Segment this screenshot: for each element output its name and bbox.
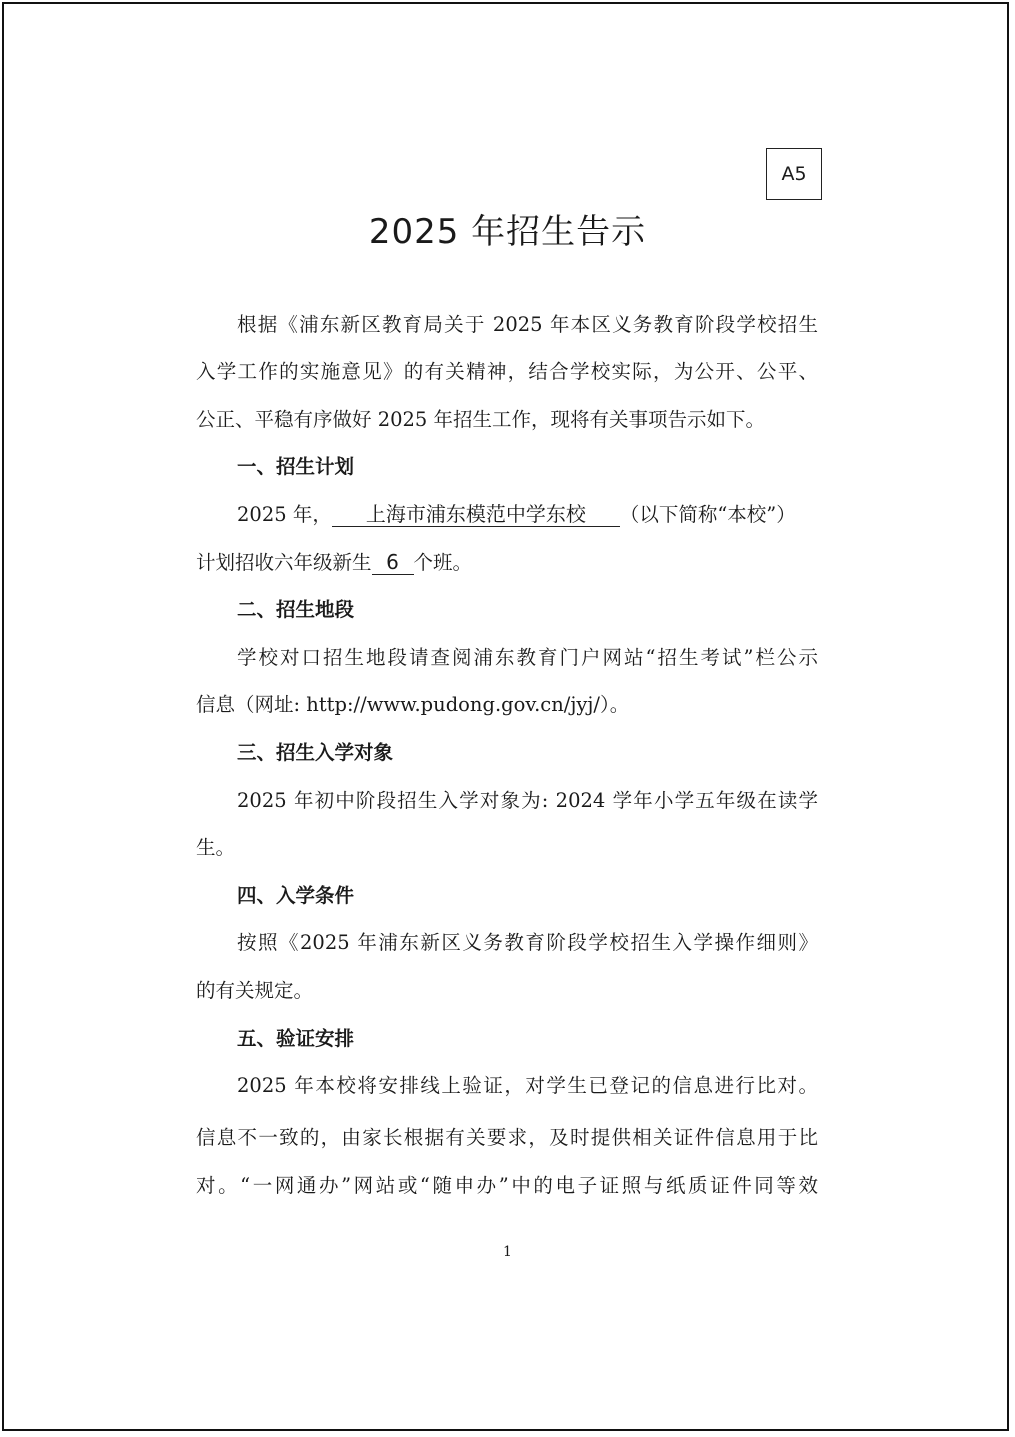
section-5-line-1: 2025 年本校将安排线上验证，对学生已登记的信息进行比对。 bbox=[237, 1074, 818, 1097]
intro-line-2: 入学工作的实施意见》的有关精神，结合学校实际，为公开、公平、 bbox=[196, 360, 818, 383]
section-5-line-2: 信息不一致的，由家长根据有关要求，及时提供相关证件信息用于比 bbox=[196, 1126, 818, 1149]
plan-suffix: 个班。 bbox=[413, 551, 473, 574]
section-3-line-2: 生。 bbox=[196, 836, 236, 859]
intro-line-3: 公正、平稳有序做好 2025 年招生工作，现将有关事项告示如下。 bbox=[196, 408, 766, 431]
section-1-heading: 一、招生计划 bbox=[237, 455, 355, 478]
school-name-field: 上海市浦东模范中学东校 bbox=[332, 502, 620, 527]
page-title: 2025 年招生告示 bbox=[368, 212, 647, 252]
section-2-line-1: 学校对口招生地段请查阅浦东教育门户网站“招生考试”栏公示 bbox=[237, 646, 818, 669]
section-3-heading: 三、招生入学对象 bbox=[237, 741, 394, 764]
section-1-suffix: （以下简称“本校”） bbox=[619, 503, 796, 526]
section-4-line-2: 的有关规定。 bbox=[196, 979, 314, 1002]
section-1-prefix: 2025 年， bbox=[237, 503, 332, 526]
section-5-line-3: 对。“一网通办”网站或“随申办”中的电子证照与纸质证件同等效 bbox=[196, 1174, 818, 1197]
section-4-line-1: 按照《2025 年浦东新区义务教育阶段学校招生入学操作细则》 bbox=[237, 931, 818, 954]
plan-prefix: 计划招收六年级新生 bbox=[196, 551, 372, 574]
section-3-line-1: 2025 年初中阶段招生入学对象为: 2024 学年小学五年级在读学 bbox=[237, 789, 818, 812]
section-2-line-2: 信息（网址: http://www.pudong.gov.cn/jyj/）。 bbox=[196, 693, 630, 716]
section-1-plan-line bbox=[196, 548, 818, 578]
section-1-school-line bbox=[237, 500, 818, 530]
document-tag: A5 bbox=[766, 148, 822, 200]
intro-line-1: 根据《浦东新区教育局关于 2025 年本区义务教育阶段学校招生 bbox=[237, 313, 818, 336]
section-2-heading: 二、招生地段 bbox=[237, 598, 355, 621]
section-5-heading: 五、验证安排 bbox=[237, 1027, 355, 1050]
page-number: 1 bbox=[503, 1244, 512, 1260]
section-4-heading: 四、入学条件 bbox=[237, 884, 355, 907]
class-count-field: 6 bbox=[372, 550, 414, 575]
